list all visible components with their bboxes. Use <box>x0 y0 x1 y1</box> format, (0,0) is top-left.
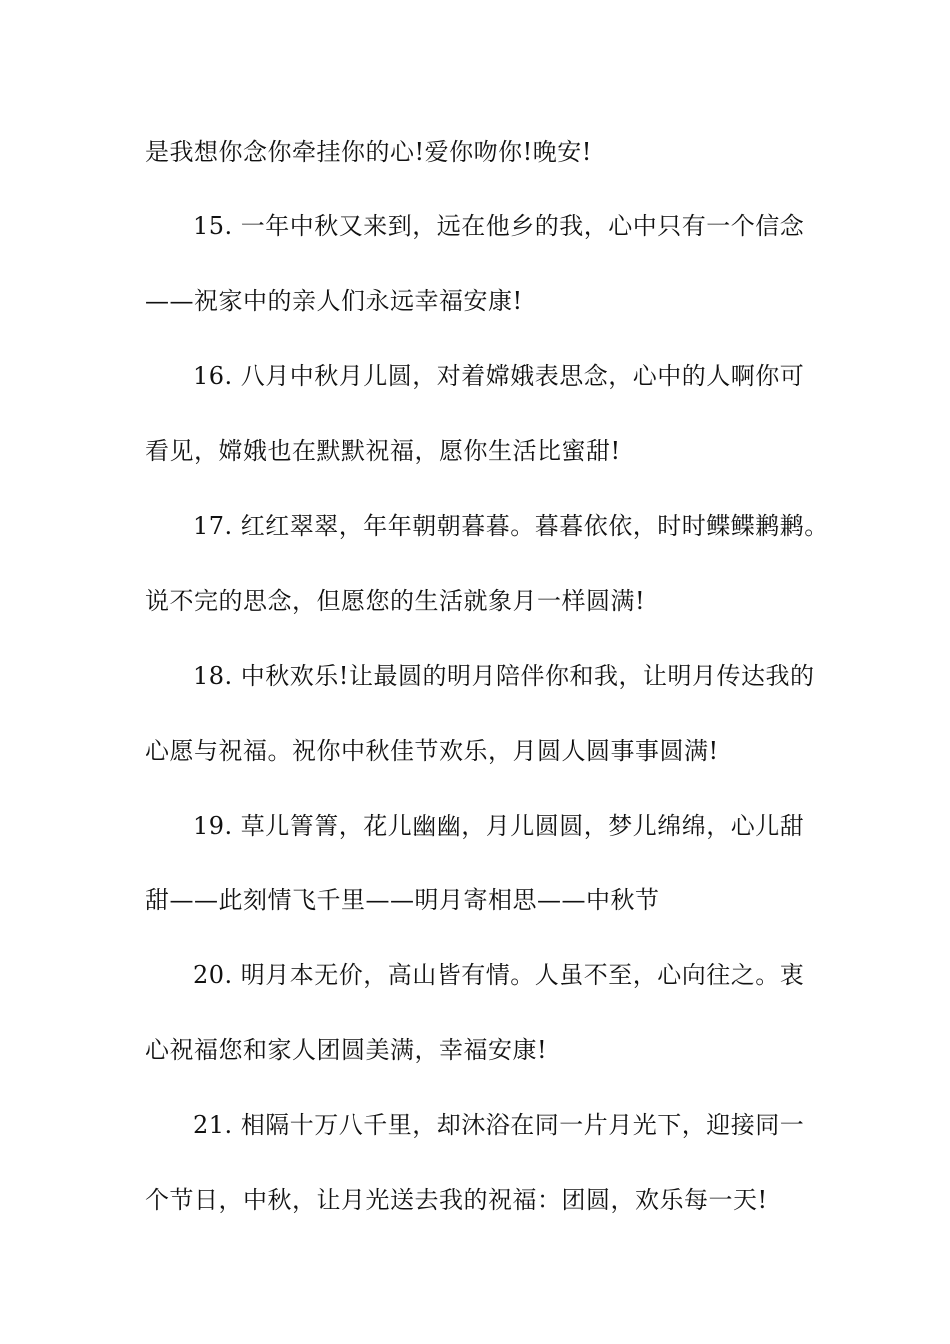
item-15-line-1: 15. 一年中秋又来到，远在他乡的我，心中只有一个信念 <box>193 212 805 240</box>
item-17-line-2: 说不完的思念，但愿您的生活就象月一样圆满! <box>145 587 646 615</box>
item-20-line-2: 心祝福您和家人团圆美满，幸福安康! <box>145 1036 548 1064</box>
item-16-line-1: 16. 八月中秋月儿圆，对着嫦娥表思念，心中的人啊你可 <box>193 362 805 390</box>
item-19-line-1: 19. 草儿箐箐，花儿幽幽，月儿圆圆，梦儿绵绵，心儿甜 <box>193 812 805 840</box>
item-16-line-2: 看见，嫦娥也在默默祝福，愿你生活比蜜甜! <box>145 437 621 465</box>
item-19-line-2: 甜——此刻情飞千里——明月寄相思——中秋节 <box>145 886 660 914</box>
item-17-line-1: 17. 红红翠翠，年年朝朝暮暮。暮暮依依，时时鲽鲽鹣鹣。 <box>193 512 829 540</box>
item-20-line-1: 20. 明月本无价，高山皆有情。人虽不至，心向往之。衷 <box>193 961 805 989</box>
item-21-line-1: 21. 相隔十万八千里，却沐浴在同一片月光下，迎接同一 <box>193 1111 805 1139</box>
item-15-line-2: ——祝家中的亲人们永远幸福安康! <box>145 287 523 315</box>
text-line-1: 是我想你念你牵挂你的心!爱你吻你!晚安! <box>145 138 592 166</box>
item-18-line-2: 心愿与祝福。祝你中秋佳节欢乐，月圆人圆事事圆满! <box>145 737 719 765</box>
item-21-line-2: 个节日，中秋，让月光送去我的祝福：团圆，欢乐每一天! <box>145 1186 768 1214</box>
item-18-line-1: 18. 中秋欢乐!让最圆的明月陪伴你和我，让明月传达我的 <box>193 662 815 690</box>
